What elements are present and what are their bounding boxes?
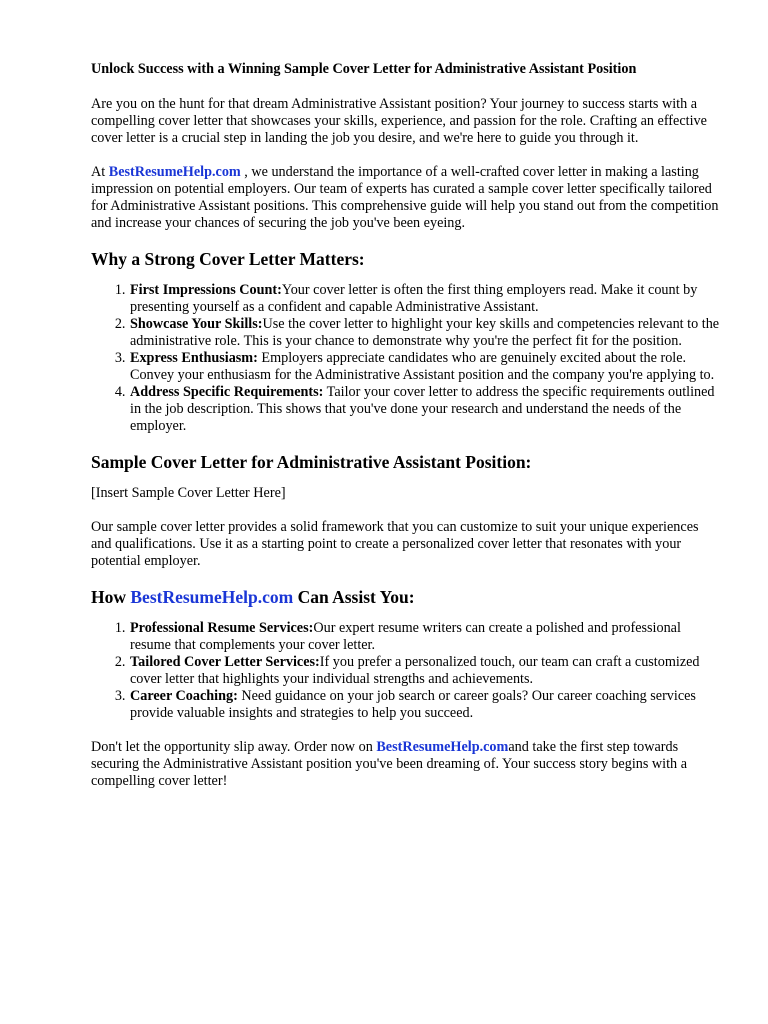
assist-heading-pre: How bbox=[91, 587, 131, 607]
list-item-text: Tailor your cover letter to address the specific requirements outlined in the job description. This shows that you've done your research and understand the needs of the employer. bbox=[130, 384, 715, 434]
list-item-text: If you prefer a personalized touch, our team can craft a customized cover letter that highlights your individual strengths and achievements. bbox=[130, 654, 700, 687]
assist-heading-link[interactable]: BestResumeHelp.com bbox=[130, 587, 294, 607]
list-item-text: Your cover letter is often the first thing employers read. Make it count by presenting yourself as a confident and capable Administrative Assistant. bbox=[130, 282, 698, 315]
list-item bbox=[129, 282, 721, 316]
list-item-bold: Career Coaching: bbox=[130, 688, 238, 704]
list-item-text: Our expert resume writers can create a polished and professional resume that complements your cover letter. bbox=[130, 620, 681, 653]
list-item bbox=[129, 350, 721, 384]
closing-paragraph bbox=[91, 739, 721, 790]
list-item-text: Need guidance on your job search or career goals? Our career coaching services provide valuable insights and strategies to help you succeed. bbox=[130, 688, 696, 721]
list-item-bold: Showcase Your Skills: bbox=[130, 316, 263, 332]
list-item bbox=[129, 688, 721, 722]
list-item bbox=[129, 316, 721, 350]
list-item-bold: Address Specific Requirements: bbox=[130, 384, 324, 400]
sample-description: Our sample cover letter provides a solid framework that you can customize to suit your unique experiences and qualifications. Use it as a starting point to create a personalized cover letter that resonates with your potential employer. bbox=[91, 519, 699, 569]
sample-heading: Sample Cover Letter for Administrative Assistant Position: bbox=[91, 452, 532, 472]
list-item-bold: Express Enthusiasm: bbox=[130, 350, 258, 366]
list-item-text: Use the cover letter to highlight your key skills and competencies relevant to the administrative role. This is your chance to demonstrate why you're the perfect fit for the position. bbox=[130, 316, 720, 349]
why-list bbox=[91, 282, 721, 435]
assist-heading-post: Can Assist You: bbox=[293, 587, 415, 607]
intro-paragraph: Are you on the hunt for that dream Administrative Assistant position? Your journey to success starts with a compelling cover letter that showcases your skills, experience, and passion for the role. Crafting an effective cover letter is a crucial step in landing the job you desire, and we're here to guide you through it. bbox=[91, 96, 707, 146]
closing-link[interactable]: BestResumeHelp.com bbox=[376, 739, 509, 755]
closing-post: and take the first step towards securing the Administrative Assistant position you've been dreaming of. Your success story begins with a compelling cover letter! bbox=[91, 739, 687, 789]
list-item-text: Employers appreciate candidates who are genuinely excited about the role. Convey your enthusiasm for the Administrative Assistant position and the company you're applying to. bbox=[130, 350, 715, 383]
list-item-bold: Tailored Cover Letter Services: bbox=[130, 654, 320, 670]
list-item bbox=[129, 620, 721, 654]
assist-list bbox=[91, 620, 721, 722]
list-item-bold: First Impressions Count: bbox=[130, 282, 282, 298]
closing-pre: Don't let the opportunity slip away. Order now on bbox=[91, 739, 377, 755]
why-heading: Why a Strong Cover Letter Matters: bbox=[91, 249, 365, 269]
assist-heading bbox=[91, 587, 721, 607]
bestresumehelp-link[interactable]: BestResumeHelp.com bbox=[108, 164, 241, 180]
sample-placeholder: [Insert Sample Cover Letter Here] bbox=[91, 485, 286, 501]
about-paragraph bbox=[91, 164, 721, 232]
list-item-bold: Professional Resume Services: bbox=[130, 620, 314, 636]
list-item bbox=[129, 654, 721, 688]
about-post: , we understand the importance of a well-crafted cover letter in making a lasting impression on potential employers. Our team of experts has curated a sample cover letter specifically tailored for Administrative Assistant positions. This comprehensive guide will help you stand out from the competition and increase your chances of securing the job you've been eyeing. bbox=[91, 164, 719, 231]
about-pre: At bbox=[91, 164, 109, 180]
list-item bbox=[129, 384, 721, 435]
document-page bbox=[91, 61, 721, 807]
document-title: Unlock Success with a Winning Sample Cover Letter for Administrative Assistant Position bbox=[91, 61, 637, 77]
